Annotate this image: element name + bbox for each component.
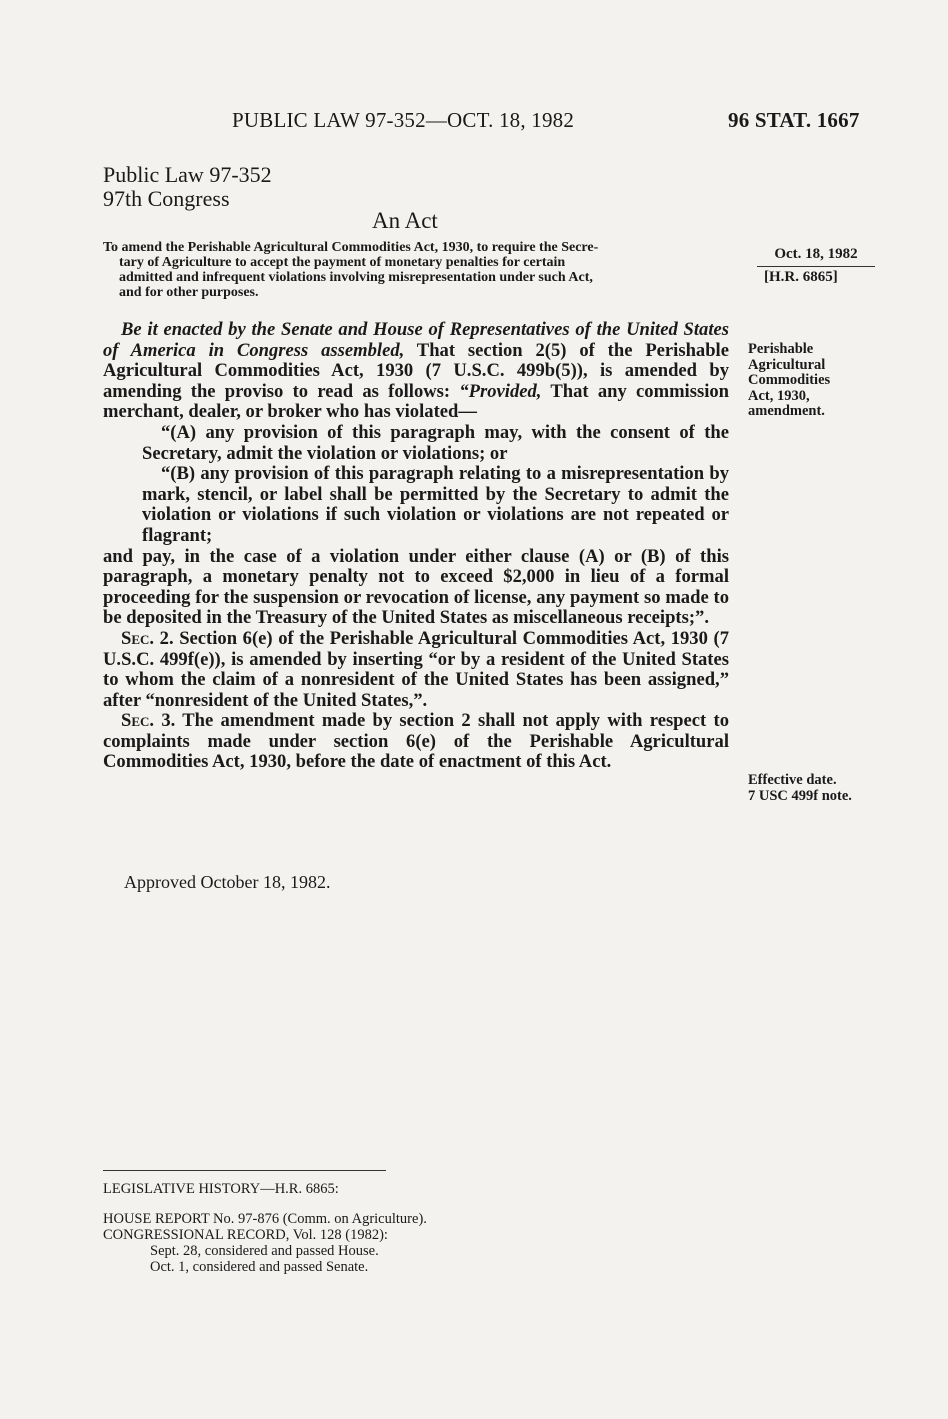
margin-note-line: amendment.	[748, 403, 825, 419]
purpose-clause	[103, 240, 729, 300]
clause-b-text: “(B) any provision of this paragraph relating to a misrepresentation by mark, stencil, or label shall be permitted by the Secretary to admit the violation or violations if such violation or violations are not repeated or flagrant;	[142, 463, 729, 546]
purpose-line: tary of Agriculture to accept the payment of monetary penalties for certain	[119, 255, 566, 270]
purpose-line: and for other purposes.	[119, 285, 259, 300]
congress-number: 97th Congress	[103, 186, 230, 211]
clause-b	[103, 464, 729, 546]
section-2-label: Sec. 2.	[121, 627, 174, 649]
margin-note-amendment	[748, 342, 830, 420]
clause-a-text: “(A) any provision of this paragraph may, with the consent of the Secretary, admit the violation or violations; or	[142, 421, 729, 464]
margin-note-line: Commodities	[748, 372, 831, 388]
section-1-tail: and pay, in the case of a violation under either clause (A) or (B) of this paragraph, a monetary penalty not to exceed $2,000 in lieu of a formal proceeding for the suspension or revocation of license, any payment so made to be deposited in the Treasury of the United States as miscellaneous receipts;”.	[103, 545, 729, 629]
margin-note-bill: [H.R. 6865]	[764, 269, 838, 285]
legislative-history	[103, 1181, 427, 1275]
margin-note-date: Oct. 18, 1982	[757, 247, 875, 267]
section-2-text: Section 6(e) of the Perishable Agricultural Commodities Act, 1930 (7 U.S.C. 499f(e)), is amended by inserting “or by a resident of the United States to whom the claim of a nonresident of the United States has been assigned,” after “nonresident of the United States,”.	[103, 627, 729, 711]
margin-note-line: 7 USC 499f note.	[748, 787, 852, 804]
section-3	[103, 711, 729, 773]
legislative-history-title: LEGISLATIVE HISTORY—H.R. 6865:	[103, 1181, 339, 1197]
clause-a	[103, 423, 729, 464]
margin-note-effective-date	[748, 773, 852, 804]
section-2	[103, 629, 729, 711]
record-action: Sept. 28, considered and passed House.	[150, 1243, 379, 1259]
section-1-text: That section 2(5) of the Perishable Agricultural Commodities Act, 1930 (7 U.S.C. 499b(5)), is amended by amending the proviso to read as follows:	[103, 339, 729, 402]
public-law-number: Public Law 97-352	[103, 162, 272, 187]
congressional-record: CONGRESSIONAL RECORD, Vol. 128 (1982):	[103, 1227, 388, 1243]
purpose-line: admitted and infrequent violations involving misrepresentation under such Act,	[119, 270, 593, 285]
house-report: HOUSE REPORT No. 97-876 (Comm. on Agriculture).	[103, 1211, 427, 1227]
margin-note-line: Effective date.	[748, 772, 837, 788]
act-heading: An Act	[372, 208, 438, 233]
section-1-text-cont: That any commission merchant, dealer, or broker who has violated—	[103, 380, 729, 423]
purpose-line: To amend the Perishable Agricultural Commodities Act, 1930, to require the Secre-	[103, 240, 599, 255]
record-action: Oct. 1, considered and passed Senate.	[150, 1259, 369, 1275]
footnote-divider	[103, 1170, 386, 1171]
section-3-text: The amendment made by section 2 shall not apply with respect to complaints made under section 6(e) of the Perishable Agricultural Commodities Act, 1930, before the date of enactment of this Act.	[103, 710, 729, 773]
margin-note-line: Act, 1930,	[748, 387, 810, 404]
margin-note-line: Perishable	[748, 341, 814, 357]
approval-date: Approved October 18, 1982.	[124, 872, 331, 892]
act-body	[103, 320, 729, 773]
proviso-term: “Provided,	[459, 380, 542, 402]
section-1	[103, 320, 729, 423]
running-head-left: PUBLIC LAW 97-352—OCT. 18, 1982	[232, 108, 575, 132]
spacer	[103, 1197, 427, 1211]
enacting-clause: Be it enacted by the Senate and House of Representatives of the United States of America in Congress assembled,	[103, 319, 729, 361]
running-head-page-citation: 96 STAT. 1667	[728, 108, 860, 132]
section-3-label: Sec. 3.	[121, 710, 176, 732]
margin-note-line: Agricultural	[748, 356, 826, 373]
